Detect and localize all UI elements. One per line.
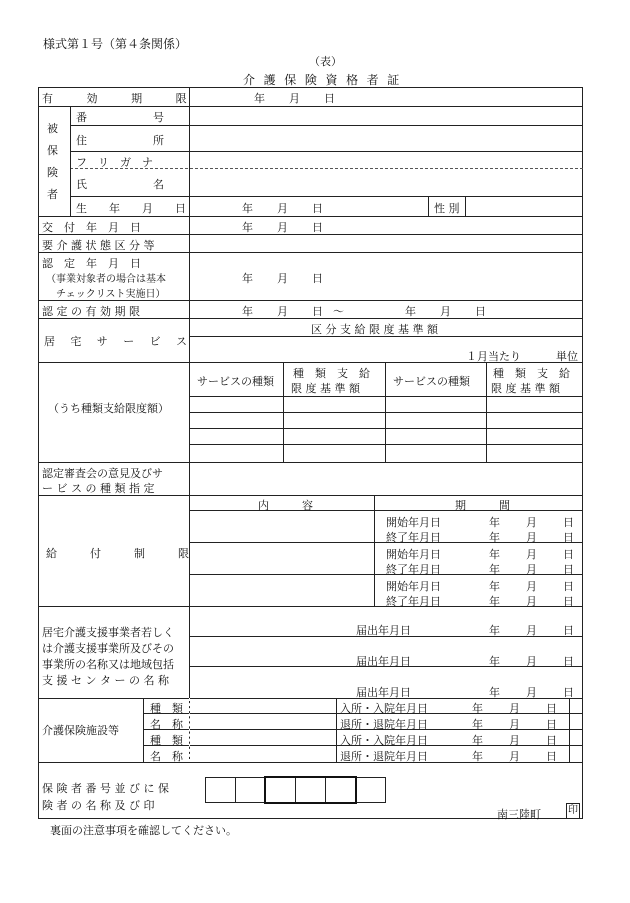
label-insured-4: 者	[47, 188, 58, 201]
label-benefit-limit: 給 付 制 限	[46, 547, 189, 560]
label-insured-2: 保	[47, 144, 58, 157]
label-opinion-2: ー ビ ス の 種 類 指 定	[42, 482, 155, 495]
label-type-limit-1b: 限 度 基 準 額	[291, 382, 360, 395]
valid-period-date: 年 月 日	[254, 92, 335, 105]
label-care-level: 要 介 護 状 態 区 分 等	[42, 239, 155, 252]
admit-1: 入所・入院年月日 年 月 日	[340, 702, 557, 715]
label-gender: 性 別	[434, 202, 460, 215]
benefit-start-3: 開始年月日 年 月 日	[386, 580, 574, 593]
cert-date: 年 月 日	[242, 272, 323, 285]
admit-2: 入所・入院年月日 年 月 日	[340, 734, 557, 747]
label-valid-period: 有 効 期 限	[42, 92, 191, 105]
label-support-3: 事業所の名称又は地域包括	[42, 658, 174, 671]
page-title: 介 護 保 険 資 格 者 証	[243, 73, 402, 87]
label-facility: 介護保険施設等	[42, 724, 119, 737]
label-cert-note-1: （事業対象者の場合は基本	[46, 274, 166, 285]
label-period: 期 間	[455, 499, 510, 512]
insurer-number-highlight	[264, 776, 357, 804]
label-kind-2: 種 類	[150, 734, 183, 747]
notify-3: 届出年月日 年 月 日	[356, 686, 574, 699]
benefit-end-1: 終了年月日 年 月 日	[386, 531, 574, 544]
label-content: 内 容	[258, 499, 313, 512]
label-opinion-1: 認定審査会の意見及びサ	[42, 467, 163, 480]
benefit-start-2: 開始年月日 年 月 日	[386, 548, 574, 561]
label-home-service: 居 宅 サ ー ビ ス	[44, 335, 190, 348]
label-type-limit-1a: 種 類 支 給	[293, 367, 370, 380]
label-name: 氏 名	[76, 178, 164, 191]
discharge-2: 退所・退院年月日 年 月 日	[340, 750, 557, 763]
label-birth: 生 年 月 日	[76, 202, 186, 215]
issue-date: 年 月 日	[242, 221, 323, 234]
label-furigana: フ リ ガ ナ	[76, 156, 153, 169]
label-insurer-2: 険 者 の 名 称 及 び 印	[42, 799, 155, 812]
side-label: （表）	[309, 55, 342, 68]
benefit-start-1: 開始年月日 年 月 日	[386, 516, 574, 529]
label-service-type-2: サービスの種類	[393, 375, 470, 388]
label-support-1: 居宅介護支援事業者若しく	[42, 626, 174, 639]
label-cert-valid: 認 定 の 有 効 期 限	[42, 305, 140, 318]
label-cert-note-2: チェックリスト実施日）	[56, 289, 166, 300]
label-insured-1: 被	[47, 122, 58, 135]
label-cert-date: 認 定 年 月 日	[42, 257, 141, 270]
label-type-limit-2a: 種 類 支 給	[493, 367, 570, 380]
form-number: 様式第１号（第４条関係）	[43, 37, 188, 51]
cert-valid-to: 年 月 日	[405, 305, 486, 318]
notify-1: 届出年月日 年 月 日	[356, 624, 574, 637]
birth-date: 年 月 日	[242, 202, 323, 215]
label-fname-2: 名 称	[150, 750, 183, 763]
discharge-1: 退所・退院年月日 年 月 日	[340, 718, 557, 731]
footer-note: 裏面の注意事項を確認してください。	[50, 824, 237, 837]
label-support-2: は介護支援事業所及びその	[42, 642, 174, 655]
label-number: 番 号	[76, 111, 164, 124]
label-issue-date: 交 付 年 月 日	[42, 221, 141, 234]
benefit-end-2: 終了年月日 年 月 日	[386, 563, 574, 576]
label-kind-1: 種 類	[150, 702, 183, 715]
label-fname-1: 名 称	[150, 718, 183, 731]
label-type-limit-2b: 限 度 基 準 額	[491, 382, 560, 395]
seal-stamp: 印	[566, 803, 580, 819]
label-support-4: 支 援 セ ン タ ー の 名 称	[42, 674, 169, 687]
insurer-name: 南三陸町	[497, 808, 541, 821]
benefit-end-3: 終了年月日 年 月 日	[386, 595, 574, 608]
label-address: 住 所	[76, 134, 164, 147]
label-insured-3: 険	[47, 166, 58, 179]
label-service-type-1: サービスの種類	[197, 375, 274, 388]
label-insurer-1: 保 険 者 番 号 並 び に 保	[42, 782, 169, 795]
label-unit: 単位	[556, 350, 578, 363]
label-type-limit: （うち種類支給限度額）	[48, 402, 169, 415]
label-monthly: １月当たり	[466, 350, 521, 363]
notify-2: 届出年月日 年 月 日	[356, 655, 574, 668]
label-limit-title: 区 分 支 給 限 度 基 準 額	[311, 323, 438, 336]
cert-valid-from: 年 月 日 〜	[242, 305, 344, 318]
